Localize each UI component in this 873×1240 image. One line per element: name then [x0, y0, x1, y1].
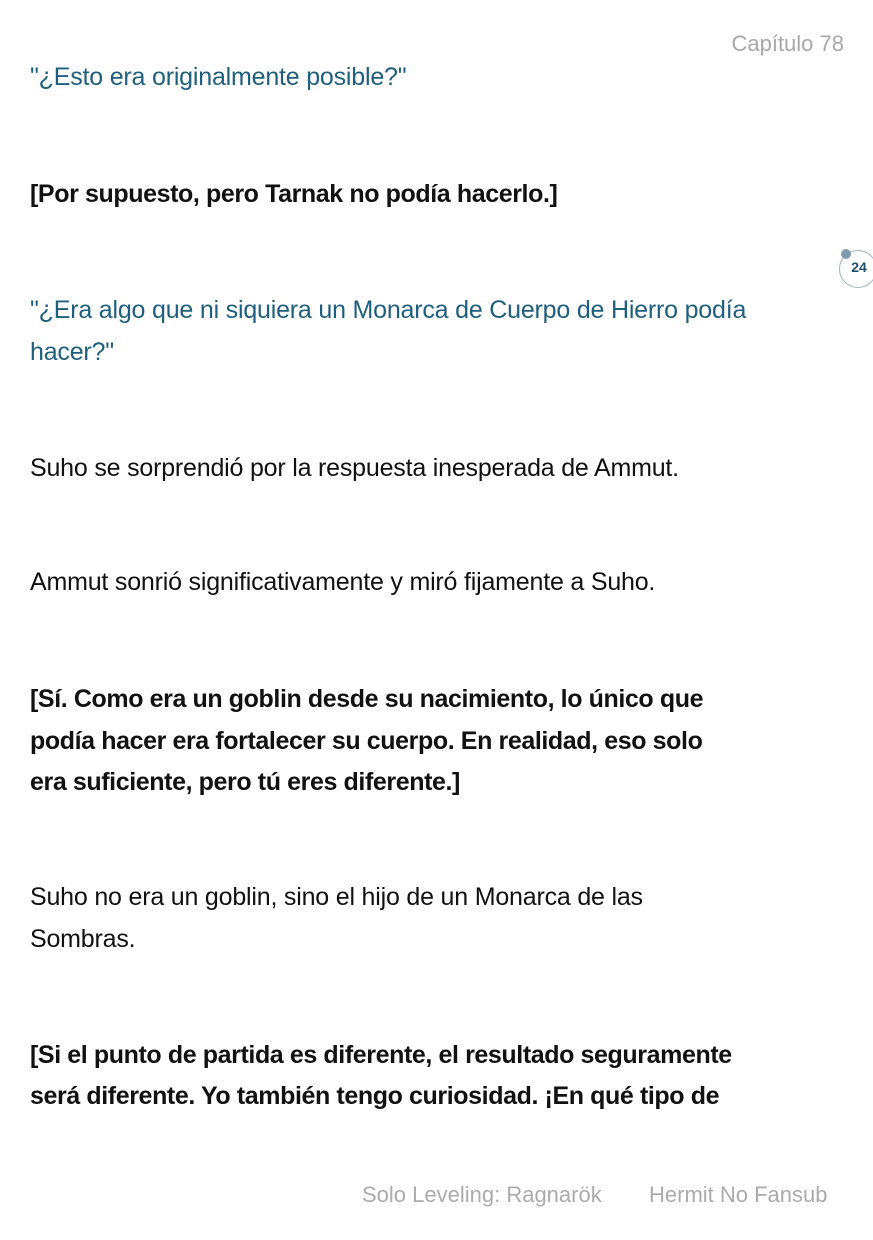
- dialogue-line: "¿Esto era originalmente posible?": [30, 63, 407, 91]
- narration-line: Suho no era un goblin, sino el hijo de un Monarca de las: [30, 883, 643, 911]
- system-line: será diferente. Yo también tengo curiosidad. ¡En qué tipo de: [30, 1082, 720, 1110]
- system-line: podía hacer era fortalecer su cuerpo. En realidad, eso solo: [30, 727, 703, 755]
- page-number: 24: [851, 259, 867, 275]
- dialogue-line: "¿Era algo que ni siquiera un Monarca de Cuerpo de Hierro podía: [30, 296, 747, 324]
- system-line: era suficiente, pero tú eres diferente.]: [30, 768, 460, 796]
- dialogue-line: hacer?": [30, 338, 114, 366]
- chapter-label: Capítulo 78: [731, 31, 844, 56]
- badge-dot-icon: [841, 249, 851, 259]
- footer-title: Solo Leveling: Ragnarök: [362, 1182, 602, 1207]
- system-line: [Si el punto de partida es diferente, el resultado seguramente: [30, 1041, 732, 1069]
- system-line: [Por supuesto, pero Tarnak no podía hacerlo.]: [30, 180, 558, 208]
- narration-line: Sombras.: [30, 925, 136, 953]
- footer-group: Hermit No Fansub: [649, 1182, 828, 1207]
- narration-line: Suho se sorprendió por la respuesta inesperada de Ammut.: [30, 454, 679, 482]
- narration-line: Ammut sonrió significativamente y miró fijamente a Suho.: [30, 568, 656, 596]
- system-line: [Sí. Como era un goblin desde su nacimiento, lo único que: [30, 685, 704, 713]
